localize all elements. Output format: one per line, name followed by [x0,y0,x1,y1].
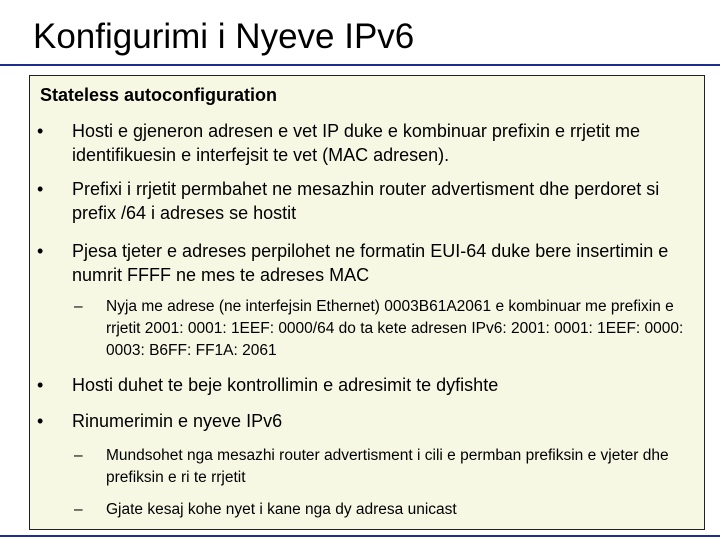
dash-marker: – [74,298,83,315]
slide-title: Konfigurimi i Nyeve IPv6 [33,17,415,56]
content-box [29,75,705,530]
bottom-divider [0,535,720,537]
bullet-item [30,239,690,287]
bullet-marker: • [37,121,44,141]
bullet-item [30,177,690,225]
bullet-text: Pjesa tjeter e adreses perpilohet ne formatin EUI-64 duke bere insertimin e numrit FFFF ne mes te adreses MAC [72,241,669,285]
bullet-marker: • [37,375,44,395]
bullet-marker: • [37,179,44,199]
bullet-item [30,409,690,433]
sub-bullet-text: Mundsohet nga mesazhi router advertisment i cili e permban prefiksin e vjeter dhe prefiksin e ri te rrjetit [106,447,669,486]
bullet-text: Hosti e gjeneron adresen e vet IP duke e kombinuar prefixin e rrjetit me identifikuesin e interfejsit te vet (MAC adresen). [72,121,640,165]
title-divider [0,64,720,66]
sub-bullet-text: Nyja me adrese (ne interfejsin Ethernet) 0003B61A2061 e kombinuar me prefixin e rrjetit 2001: 0001: 1EEF: 0000/64 do ta kete adresen IPv6: 2001: 0001: 1EEF: 0000: 0003: B6FF: FF1A: 2061 [106,298,684,359]
bullet-item [30,119,690,167]
dash-marker: – [74,447,83,464]
section-subtitle: Stateless autoconfiguration [40,85,278,105]
bullet-text: Hosti duhet te beje kontrollimin e adresimit te dyfishte [72,375,499,395]
bullet-marker: • [37,241,44,261]
bullet-marker: • [37,411,44,431]
bullet-text: Rinumerimin e nyeve IPv6 [72,411,283,431]
sub-bullet-item [30,499,690,521]
sub-bullet-item [30,296,690,362]
bullet-text: Prefixi i rrjetit permbahet ne mesazhin router advertisment dhe perdoret si prefix /64 i adreses se hostit [72,179,660,223]
dash-marker: – [74,501,83,518]
sub-bullet-item [30,445,690,489]
sub-bullet-text: Gjate kesaj kohe nyet i kane nga dy adresa unicast [106,501,457,518]
bullet-item [30,373,690,397]
